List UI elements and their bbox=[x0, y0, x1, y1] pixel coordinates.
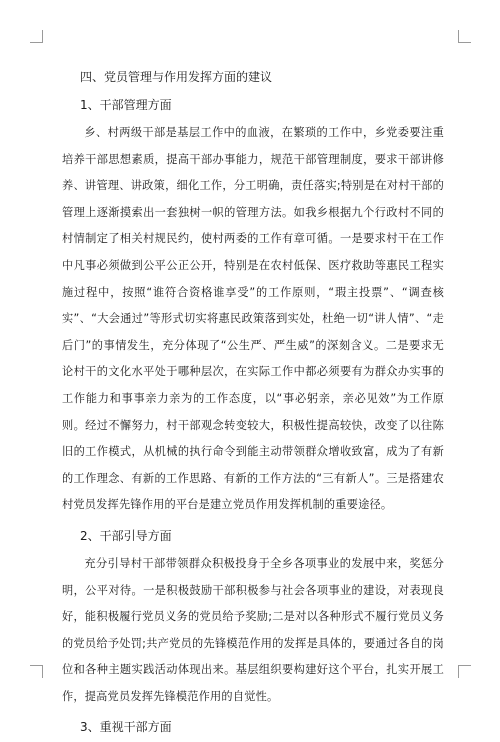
paragraph-cadre-guidance: 充分引导村干部带领群众积极投身于全乡各项事业的发展中来，奖惩分明，公平对待。一是积极鼓励干部积极参与社会各项事业的建设，对表现良好，能积极履行党员义务的党员给予奖励;二是对以各种形式不履行党员义务的党员给予处罚;共产党员的先锋模范作用的发挥是具体的，要通过各自的岗位和各种主题实践活动体现出来。基层组织要构建好这个平台，扎实开展工作，提高党员发挥先锋模范作用的自觉性。 bbox=[62, 556, 444, 703]
crop-mark-bottom-right bbox=[458, 665, 471, 678]
crop-mark-top-left bbox=[30, 30, 43, 43]
crop-mark-bottom-left bbox=[30, 665, 43, 678]
section-title: 四、党员管理与作用发挥方面的建议 bbox=[80, 70, 273, 84]
subsection-heading-valuing-cadres: 3、重视干部方面 bbox=[80, 720, 172, 735]
subsection-heading-cadre-management: 1、干部管理方面 bbox=[80, 98, 172, 112]
document-body bbox=[62, 66, 444, 742]
subsection-heading-cadre-guidance: 2、干部引导方面 bbox=[80, 528, 172, 543]
paragraph-cadre-management: 乡、村两级干部是基层工作中的血液，在繁琐的工作中，乡党委要注重培养干部思想素质，提高干部办事能力，规范干部管理制度，要求干部讲修养、讲管理、讲政策，细化工作，分工明确，责任落实;特别是在对村干部的管理上逐渐摸索出一套独树一帜的管理方法。如我乡根据九个行政村不同的村情制定了相关村规民约，使村两委的工作有章可循。一是要求村干在工作中凡事必须做到公平公正公开，特别是在农村低保、医疗救助等惠民工程实施过程中，按照“谁符合资格谁享受”的工作原则，“瑕主投票”、“调查核实”、“大会通过”等形式切实将惠民政策落到实处，杜绝一切“讲人情”、“走后门”的事情发生，充分体现了“公生严、严生威”的深刻含义。二是要求无论村干的文化水平处于哪种层次，在实际工作中都必须要有为群众办实事的工作能力和事事亲力亲为的工作态度，以“事必躬亲，亲必见效”为工作原则。经过不懈努力，村干部观念转变较大，积极性提高较快，改变了以往陈旧的工作模式，从机械的执行命令到能主动带领群众增收致富，成为了有新的工作理念、有新的工作思路、有新的工作方法的“三有新人”。三是搭建农村党员发挥先锋作用的平台是建立党员作用发挥机制的重要途径。 bbox=[62, 126, 444, 512]
crop-mark-top-right bbox=[458, 30, 471, 43]
